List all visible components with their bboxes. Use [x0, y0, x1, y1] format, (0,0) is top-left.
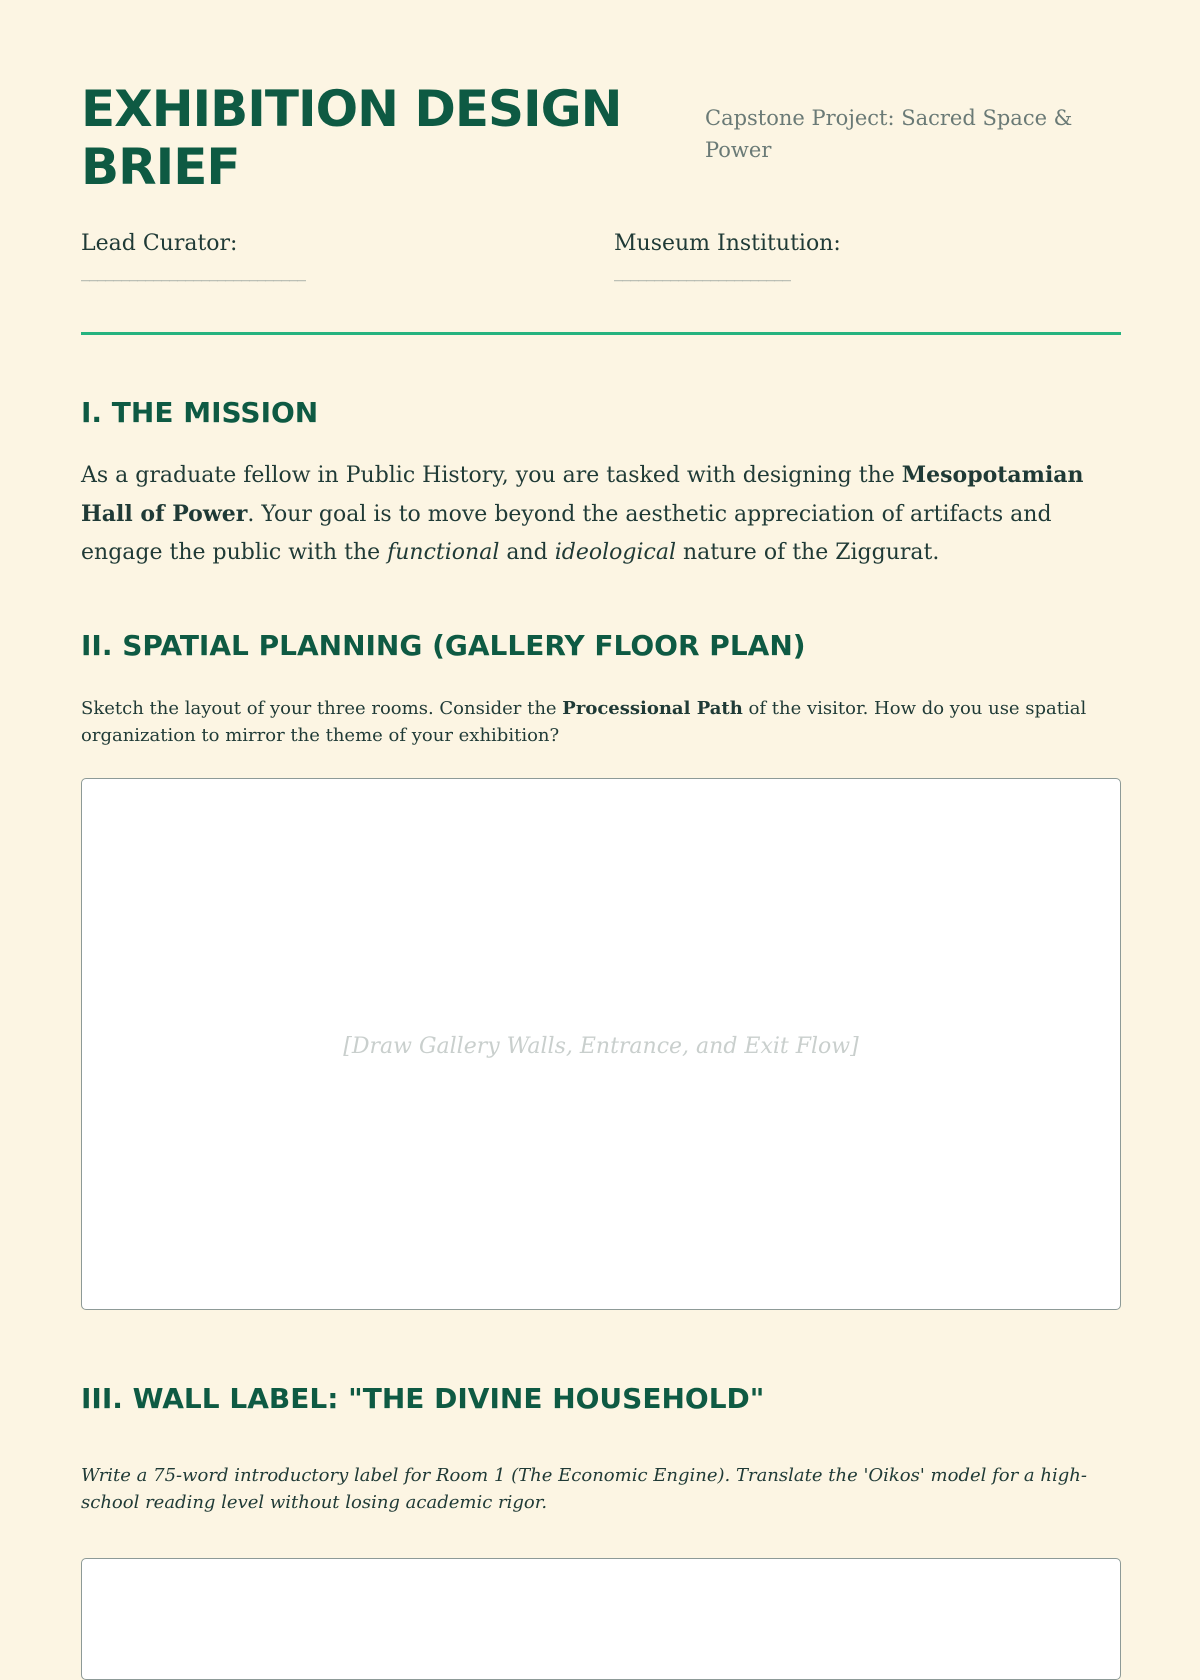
mission-text-part-1: As a graduate fellow in Public History, you are tasked with designing the — [81, 463, 902, 488]
lead-curator-label: Lead Curator: — [81, 231, 238, 256]
meta-row — [81, 226, 1121, 296]
header-divider — [81, 332, 1121, 335]
spatial-instr-part-2: of the visitor. How do you use spatial organization to mirror the theme of your exhibition? — [81, 698, 1087, 746]
wall-label-instructions: Write a 75-word introductory label for Room 1 (The Economic Engine). Translate the 'Oikos' model for a high-school reading level without losing academic rigor. — [81, 1465, 1087, 1513]
lead-curator-field[interactable] — [81, 226, 305, 282]
wall-label-heading: III. WALL LABEL: "THE DIVINE HOUSEHOLD" — [81, 1382, 765, 1415]
lead-curator-blank[interactable]: ____________________________ — [81, 261, 305, 282]
spatial-instructions — [81, 695, 1121, 749]
mission-ideological: ideological — [554, 540, 676, 565]
header — [81, 0, 1121, 210]
floor-plan-sketch-area[interactable] — [81, 778, 1121, 1310]
mission-text-part-2: . Your goal is to move beyond the aesthetic appreciation of artifacts and engage the public with the — [81, 502, 1052, 565]
spatial-planning-heading: II. SPATIAL PLANNING (GALLERY FLOOR PLAN) — [81, 629, 806, 662]
project-subtitle: Capstone Project: Sacred Space & Power — [705, 106, 1073, 162]
exhibition-brief-page — [81, 0, 1121, 1513]
spatial-instr-part-1: Sketch the layout of your three rooms. Consider the — [81, 698, 563, 719]
wall-label-writing-area[interactable] — [81, 1558, 1121, 1680]
page-title: EXHIBITION DESIGN BRIEF — [81, 80, 622, 196]
mission-text-part-4: nature of the Ziggurat. — [676, 540, 940, 565]
mission-functional: functional — [387, 540, 500, 565]
mission-text-part-3: and — [499, 540, 555, 565]
processional-path: Processional Path — [562, 698, 743, 719]
mission-hall-name: Mesopotamian Hall of Power — [81, 462, 1084, 527]
museum-institution-label: Museum Institution: — [614, 231, 841, 256]
mission-text — [81, 456, 1121, 572]
mission-heading: I. THE MISSION — [81, 396, 319, 429]
museum-institution-blank[interactable]: ______________________ — [614, 261, 790, 282]
museum-institution-field[interactable] — [614, 226, 841, 282]
sketch-placeholder: [Draw Gallery Walls, Entrance, and Exit Flow] — [343, 1033, 859, 1059]
